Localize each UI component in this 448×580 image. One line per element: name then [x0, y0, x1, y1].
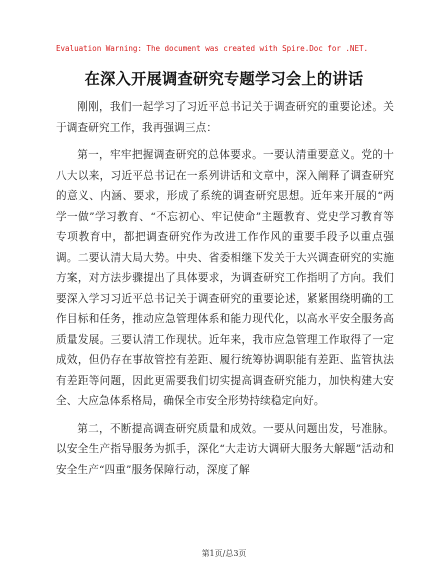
paragraph-first-point: 第一，牢牢把握调查研究的总体要求。一要认清重要意义。党的十八大以来，习近平总书记在一系列讲话和文章中，深入阐释了调查研究的意义、内涵、要求，形成了系统的调查研究思想。近年来开展的“两学一做”学习教育、“不忘初心、牢记使命”主题教育、党史学习教育等专项教育中，都把调查研究作为改进工作作风的重要手段予以重点强调。二要认清大局大势。中央、省委相继下发关于大兴调查研究的实施方案，对方法步骤提出了具体要求，为调查研究工作指明了方向。我们要深入学习习近平总书记关于调查研究的重要论述，紧紧围绕明确的工作目标和任务，推动应急管理体系和能力现代化，以高水平安全服务高质量发展。三要认清工作现状。近年来，我市应急管理工作取得了一定成效，但仍存在事故管控有差距、履行统筹协调职能有差距、监管执法有差距等问题，因此更需要我们切实提高调查研究能力，加快构建大安全、大应急体系格局，确保全市安全形势持续稳定向好。: [56, 149, 394, 407]
evaluation-warning: Evaluation Warning: The document was created with Spire.Doc for .NET.: [56, 44, 369, 53]
document-body: [56, 97, 394, 487]
paragraph-second-point: 第二，不断提高调查研究质量和成效。一要从问题出发，号准脉。以安全生产指导服务为抓手，深化“大走访大调研大服务大解题”活动和安全生产“四重”服务保障行动，深度了解: [56, 422, 394, 476]
paragraph-intro: 刚刚，我们一起学习了习近平总书记关于调查研究的重要论述。关于调查研究工作，我再强调三点：: [56, 101, 394, 134]
document-title: 在深入开展调查研究专题学习会上的讲话: [84, 70, 364, 88]
page-number-footer: 第1页/总3页: [201, 549, 247, 558]
